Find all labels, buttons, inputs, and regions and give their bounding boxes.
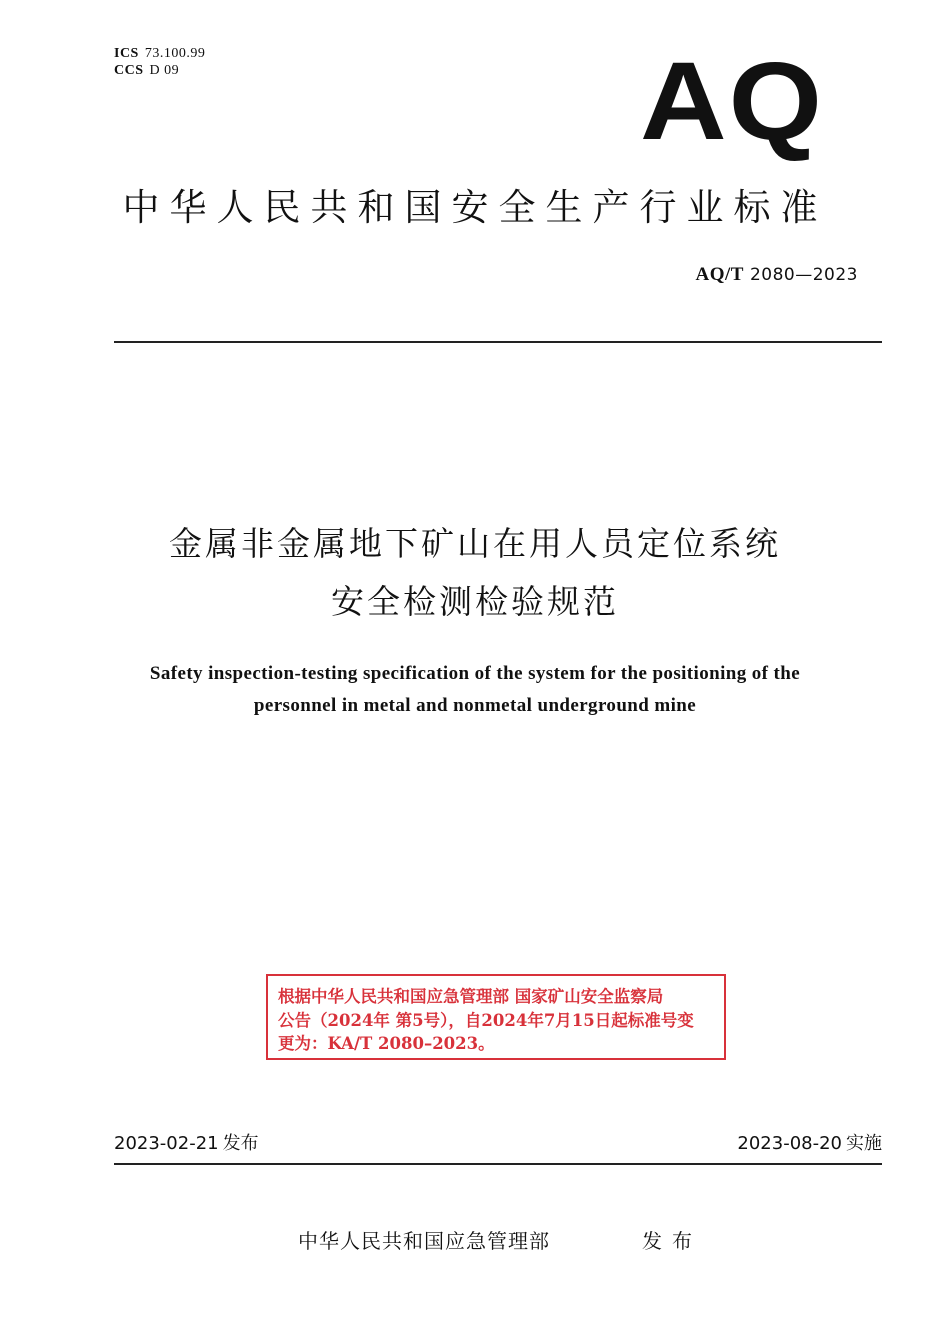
implement-date-block	[737, 1132, 882, 1156]
ics-code	[114, 46, 205, 62]
english-title-line-2: personnel in metal and nonmetal underground mine	[253, 695, 697, 716]
ccs-code	[114, 63, 179, 79]
bottom-divider	[114, 1163, 882, 1165]
ics-label: ICS	[114, 46, 139, 61]
notice-line-2: 公告（2024年 第5号），自2024年7月15日起标准号变	[278, 1011, 694, 1030]
publish-action: 发布	[642, 1229, 702, 1253]
english-title-line-1: Safety inspection-testing specification of the system for the positioning of the	[149, 663, 801, 684]
standard-number-value: 2080—2023	[749, 265, 858, 285]
implement-date: 2023-08-20	[737, 1133, 842, 1154]
chinese-title-line-2: 安全检测检验规范	[331, 582, 619, 621]
standard-number	[696, 264, 858, 286]
notice-line-1: 根据中华人民共和国应急管理部 国家矿山安全监察局	[278, 987, 664, 1006]
issue-date: 2023-02-21	[114, 1133, 219, 1154]
ccs-value: D 09	[149, 63, 180, 78]
ccs-label: CCS	[114, 63, 144, 78]
issue-date-block	[114, 1132, 259, 1156]
standard-number-prefix: AQ/T	[695, 264, 744, 285]
implement-label: 实施	[846, 1133, 882, 1154]
ics-value: 73.100.99	[144, 46, 206, 61]
notice-line-3: 更为：KA/T 2080–2023。	[278, 1034, 495, 1053]
top-divider	[114, 341, 882, 343]
aq-logo: AQ	[640, 39, 824, 163]
standard-category-title: 中华人民共和国安全生产行业标准	[122, 186, 828, 229]
chinese-title-line-1: 金属非金属地下矿山在用人员定位系统	[169, 524, 781, 563]
issue-label: 发布	[222, 1133, 259, 1154]
publisher-name: 中华人民共和国应急管理部	[298, 1229, 550, 1253]
